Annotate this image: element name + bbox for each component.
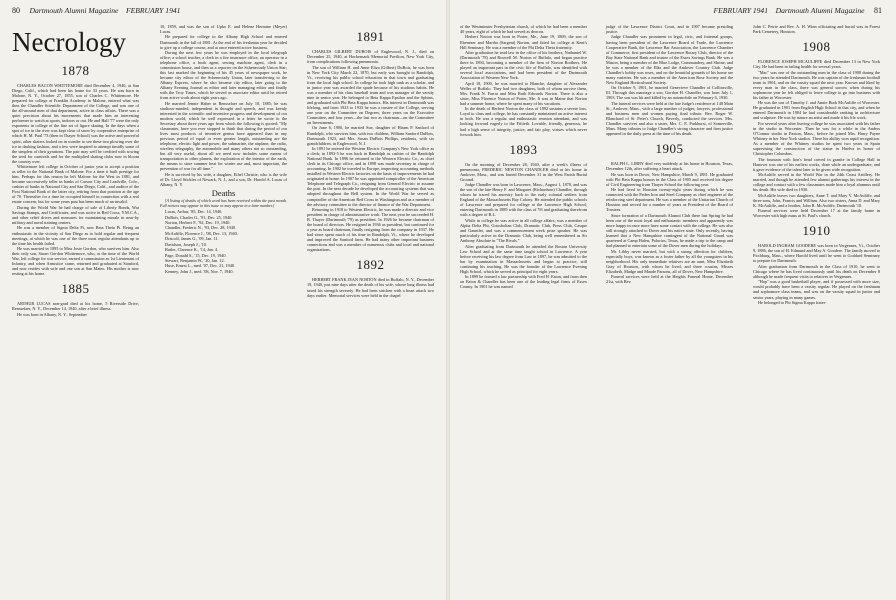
obituary-paragraph: After graduating from Dartmouth he attended the Boston University Law School and at the same time taught school in Lawrence. A year before receiving his law degree from Law in 1897, he was admitted to the bar by examination in Massachusetts and began to practice, still continuing his teaching. He was the founder of the Lawrence Evening High School, which he served as principal for eight years. [460, 243, 587, 274]
obituary-paragraph: During the World War he had charge of sale of Liberty Bonds, War Savings Stamps, and Certificates, and was active in Red Cross, Y.M.C.A., and other relief drives and measures for maintaining morale in near-by military and naval training centers. [12, 204, 139, 226]
obituary-paragraph: For several years after leaving college he was associated with his father in the studio in Worcester. Then he was for a while in the Anders O'Connor studio in Paxton, Mass., before he joined Mrs. Harry Payne Whitney in her New York studios. There his ability won rapid recognition. As a member of the Whitney studios he spent two years in Spain supervising the construction of the statue in Huelva in honor of Christopher Columbus. [753, 120, 880, 157]
death-listing-entry: Stewart, Benjamin W., '20, Jan. 12. [165, 258, 225, 264]
section-title: Necrology [12, 27, 126, 57]
class-year-heading: 1892 [356, 257, 385, 273]
class-year-heading: 1891 [356, 29, 385, 44]
right-page-number: 81 [874, 6, 882, 15]
left-header [12, 6, 180, 15]
obituary-paragraph: He was the son of Timothy J. and Annie Burk McAuliffe of Worcester. He graduated in 1901 from English High School in that city, and when he entered Dartmouth in 1904 he had considerable ranking in architecture and sculpture. He was by nature an artist and made it his life work. [753, 100, 880, 121]
obituary-paragraph: He prepared for college in the Albany High School and entered Dartmouth in the fall of 1881. At the end of his freshman year he decided to give up a college course, and at once entered active business. [160, 34, 287, 50]
death-listing-entry: Lucas, Arthur, '85, Dec. 14, 1940. [165, 209, 223, 215]
obituary-paragraph: CHARLES BACON WHITTEMORE died December 4, 1940, at San Diego, Calif., which had been his home for 33 years. He was born in Malone, N. Y., October 27, 1855, son of Charles C. Whittemore. He prepared for college at Franklin Academy in Malone, entered what was then the Chandler Scientific Department of the College, and was one of the all-around men of that department, active in class affairs. There was a quiet precision about his movements that made him an interesting performer to watch at sports, indoors or out. He and Hall '77 were the only exponents in college of the fine art of figure skating. In the days when a spot of ice in the river was kept clear of snow by cooperative enterprise of which H. M. Paul '73 (then in Thayer School) was the active and powerful spirit, other skaters looked on in wonder to see these two plowing over the ice in dashing fashion, and a few were inspired to attempt timidly some of the simplest of their gyrations. The pair may well be credited with sowing the seed for carnivals and for the multiplied skating clubs now in bloom the country over. [12, 83, 139, 164]
obituary-paragraph: HERBERT FRANK JEAN NORTON died in Buffalo, N. Y., December 19, 1940, just nine days after the death of his wife, whose long illness had taxed his strength severely. He had been stricken with a heart attack two days earlier. Memorial services were held in the chapel [307, 277, 434, 298]
right-header-date: FEBRUARY 1941 [713, 6, 769, 15]
continued-paragraph: of the Westminster Presbyterian church, of which he had been a member 40 years, eight of which he had served as deacon. [460, 24, 587, 35]
obituary-paragraph: FLORENCE JOSEPH MCAULIFFE died December 13 in New York City. He had been in failing health for several years. [753, 59, 880, 70]
death-listing-entry: Kenney, John J., med. '08, Nov. 7, 1940. [165, 268, 234, 274]
deaths-note: [A listing of deaths of which word has been received within the past month. Full notices may appear in this issue or may appear in a later number.] [160, 198, 287, 208]
death-listing-entry: McAuliffe, Florence J., '08, Dec. 13, 1940. [165, 230, 238, 236]
obituary-paragraph: Funeral services were held at the Heights Funeral Home, December 21st, with Rev. [606, 274, 733, 285]
obituary-paragraph: McAuliffe served in the World War in the 24th Coast Artillery. He married, and though he attended few alumni gatherings his interest in the college and contact with a few classmates made him a loyal alumnus until his death. His wife died in 1930. [753, 172, 880, 193]
obituary-paragraph: Returning in 1918 to Western Electric, he was made a director and vice president in charge of administrative work. The next year he succeeded H. B. Thayer (Dartmouth '79) as president. In 1926 he became chairman of the board of directors. He resigned in 1936 as president, but continued for a year as board chairman, finally resigning from the company in 1937. He had since spent much of his time in Randolph, Vt., where he developed and improved the Sanford farm. He had many other important business connections and was a member of numerous clubs and local and national organizations. [307, 207, 434, 253]
continued-paragraph: 10, 1859, and was the son of Upko E. and Helene Hermine (Meyer) Lucas. [160, 24, 287, 35]
obituary-paragraph: "Mac" was one of the outstanding men in the class of 1908 during the two years he attended Dartmouth. He was captain of the freshman football team in 1904, and on the varsity squad the next year. Known and liked by every man in the class, there was general sorrow when during his sophomore year he felt obliged to leave college to go into business with his father in Worcester. [753, 69, 880, 100]
right-page [448, 0, 896, 600]
obituary-paragraph: He is survived by his wife, a daughter, Ethel Christie, who is the wife of Dr. Lloyd Stickles of Newark, N. J., and a son, Dr. Harold A. Lucas of Albany, N. Y. [160, 171, 287, 188]
death-listing-entry: Chandler, Frederic N., '93, Dec. 28, 1940. [165, 225, 237, 231]
death-listing-entry: Huse, Ernest L., med. '07, Dec. 21, 1940. [165, 263, 236, 269]
death-listing-entry: Norton, Herbert F., '92, Dec. 19, 1940. [165, 219, 231, 225]
obituary-paragraph: ARTHUR LUCAS non-grad died at his home, 5 Riverside Drive, Rensselaer, N. Y., December 14, 1940, after a brief illness. [12, 301, 139, 312]
class-year-heading: 1893 [509, 141, 538, 157]
death-listing-entry: Driscoll, James G., '09, Jan. 11. [165, 236, 219, 242]
obituary-paragraph: Funeral services were held December 17 at the family home in Worcester with high mass at St. Paul's church. [753, 208, 880, 219]
class-year-heading: 1878 [61, 63, 90, 78]
obituary-paragraph: April 18, 1900, he was married to Blanche, daughter of Alexander Weller of Buffalo. They had two daughters, both of whom survive them, Mrs. Frank N. Farrar and Miss Ruth Edwards Norton. There is also a sister, Miss Florence Norton of Porter, Me. It was in Maine that Norton had a summer home, where he spent many of his vacations. [460, 80, 587, 106]
obituary-paragraph: After graduation he read law in the office of his brothers, Nathaniel W. (Dartmouth '78) and Roswell M. Norton of Buffalo, and began practice there in 1894, becoming a member of the firm of Norton Brothers. He played an important part in the civic life of Buffalo, was identified with several local associations, and had been president of the Dartmouth Association of Western New York. [460, 50, 587, 81]
continued-paragraph: judge of the Lawrence District Court, and in 1907 became presiding justice. [606, 24, 733, 35]
obituary-paragraph: Judge Chandler was born in Lawrence, Mass., August 1, 1870, and was the son of the late Henry F. and Margaret (Richardson) Chandler, through whom he traced his ancestry back to the early colonial settlers from England of the Massachusetts Bay Colony. He attended the public schools of Lawrence and prepared for college at the Lawrence High School, entering Dartmouth in 1889 with the class of '93 and graduating therefrom with a degree of B.L. [460, 182, 587, 218]
obituary-paragraph: McAuliffe leaves two daughters, Anne T. and Mary V. McAuliffe, and three sons, John, Francis and William. Also two sisters, Anna D. and Mary K. McAuliffe, and a brother, John B. McAuliffe, Dartmouth '18. [753, 192, 880, 208]
obituary-paragraph: RALPH L. LIBBY died very suddenly at his home in Houston, Texas, December 12th, after suffering a heart attack. [606, 161, 733, 172]
obituary-paragraph: On June 6, 1900, he married Sue, daughter of Hiram P. Sanford of Randolph, who survives him, with two children, William Sanford DuBois, Dartmouth 1923, and Mrs. Susan DuBois Phillips, residents, with six grandchildren, in Englewood, N. J. [307, 125, 434, 146]
obituary-paragraph: In the death of Herbert Norton the class of 1892 sustains a severe loss. Loyal to class and college, he has constantly maintained an active interest in both. He was a regular and enthusiastic reunion attendant, and was looking forward eagerly to the Fiftieth. Lovable, friendly, generous, he had a high sense of integrity, justice, and fair play, virtues which never forsook him. [460, 106, 587, 137]
right-header [714, 6, 882, 15]
obituary-paragraph: CHARLES GILBERT DUBOIS of Englewood, N. J., died on December 25, 1940, at Hackensack Memorial Pavilion, New York City, from complications following pneumonia. [307, 49, 434, 65]
obituary-paragraph: In 1891 he entered the Western Electric Company's New York office as a clerk; in 1893-5 he was back in Randolph as cashier of the Randolph National Bank. In 1896 he returned to the Western Electric Co., as chief clerk in its Chicago office, and in 1898 was made secretary in charge of accounting. In 1902 he traveled in Europe, inspecting accounting methods installed in Western Electric factories on the basis of improvements he had originated at home. In 1907 he was appointed comptroller of the American Telephone and Telegraph Co., resigning from General Electric to assume the post. In the next decade he developed the accounting systems that was adopted throughout the Bell system. In the World War he served as comptroller of the American Red Cross in Washington and as a member of the advisory committee to the director of finance of the War Department. [307, 146, 434, 207]
left-column-3 [307, 24, 434, 298]
class-year-heading: 1910 [802, 223, 831, 239]
death-listing-entry: Page, Donald S., '15, Dec. 19, 1940. [165, 252, 227, 258]
obituary-paragraph: On October 9, 1901, he married Genevieve Chandler of Collinsville, Ill. Through this marriage a son, Gordon H. Chandler, was born July 1, 1903. The son was hit and killed by an automobile on February 6, 1930. [606, 85, 733, 101]
obituary-paragraph: In 1899 he formed a law partnership with Fred H. Eaton, and from then on Eaton & Chandler has been one of the leading legal firms of Essex County. In 1901 he was named [460, 274, 587, 290]
right-column-3 [753, 24, 880, 305]
obituary-paragraph: Judge Chandler was prominent in legal, civic, and fraternal groups, having been president of the Lawrence Board of Trade, the Lawrence Cooperative Bank, the Lawrence Bar Association, the Lawrence Chamber of Commerce, first president of the Lawrence Rotary Club, director of the Bay State National Bank and trustee of the Essex Savings Bank. He was a Mason, being a member of the Blue Lodge, Commandery, and Shrine; and he was a member of the Elks and the Andover Country Club. Judge Chandler's hobby was roses, and on the beautiful grounds of his home are many varieties. He was a member of the American Rose Society and the New England Horticultural Society. [606, 34, 733, 85]
obituary-paragraph: Since formation of a Dartmouth Alumni Club there last Spring he had been one of the most loyal and enthusiastic members and apparently was more happy in once more have some contact with the college. He was also still strongly attached to Dover and his native state. Only recently, having learned that a New Hampshire contingent of the National Guard was quartered at Camp Hulen, Palacios, Texas, he made a trip to the camp and had planned to entertain some of the Dover men during the holidays. [606, 212, 733, 249]
obituary-paragraph: On the morning of December 28, 1940, after a week's illness of pneumonia, FREDERIC NEWTON CHANDLER died at his home in Andover, Mass., and was buried December 31 in the West Parish Burial Ground. [460, 161, 587, 182]
right-header-title: Dartmouth Alumni Magazine [775, 6, 865, 15]
obituary-paragraph: Mr. Libby never married, but with a strong affection for children, especially boys, was known as a foster father by all the youngsters in his neighborhood. His only immediate relatives are an aunt, Miss Elizabeth Gray of Houston, with whom he lived, and three cousins, Misses Elizabeth, Madge and Maude Parsons, all of Dover, New Hampshire. [606, 248, 733, 274]
obituary-paragraph: The funeral services were held at the late Judge's residence at 148 Main St., Andover, Mass., with a large number of judges, lawyers, professional and business men and women paying final tribute. Rev. Roger W. Blanchard of St. Peter's Church, Beverly, conducted the services. Mrs. Chandler survives and also a sister, Mrs. C. E. Parkhurst, of Somerville, Mass. Many tributes to Judge Chandler's strong character and firm justice appeared in the daily press at the time of his death. [606, 100, 733, 137]
death-listing-entry: Davidson, Joseph J., '10. [165, 241, 207, 247]
obituary-paragraph: Whittemore left college in October of junior year to accept a position as teller in the National Bank of Malone. For a time it built prestige for him. Perhaps for this reason he left Malone for the West in 1881, and became successively teller in banks of Carson City and Leadville, Colo., cashier of banks in National City and San Diego, Calif., and auditor of the First National Bank of the latter city, retiring from that position at the age of 70. Thereafter for a time he occupied himself in connection with a real estate concern, but for some years past has been much of an invalid. [12, 164, 139, 205]
obituary-paragraph: He was born in Dover, New Hampshire, March 9, 1881. He graduated with Phi Beta Kappa honors in the Class of 1905 and received his degree of Civil Engineering from Thayer School the following year. [606, 171, 733, 187]
obituary-paragraph: The fountain with lion's head carved in granite in College Hall in Hanover was one of his earliest works, done while an undergraduate, and it gave evidence of the talent later to be given wide recognition. [753, 156, 880, 172]
left-page-number: 80 [12, 6, 20, 15]
continued-paragraph: John C. Petrie and Rev. A. H. Winn officiating and burial was in Forest Park Cemetery, Houston. [753, 24, 880, 35]
obituary-paragraph: Herbert Norton was born in Porter, Me., June 19, 1869, the son of Ebenezer and Martha (Sargent) Norton, and fitted for college at Kent's Hill Seminary. He was a member of the Phi Delta Theta fraternity. [460, 34, 587, 50]
obituary-paragraph: He was a member of Sigma Delta Pi, now Beta Theta Pi. Being an enthusiastic in the vicinity of San Diego as to hold regular and frequent meetings, at which he was one of the three most regular attendants up to the time his health failed. [12, 225, 139, 246]
obituary-paragraph: He had lived in Houston twenty-eight years during which he was connected with the Peden Iron and Steel Company as chief engineer of the reinforcing steel department. He was a member of the Unitarian Church of Houston and served for a number of years as President of the Board of Trustees. [606, 187, 733, 213]
obituary-paragraph: He was married in 1895 to Miss Josie Gordon, who survives him. Also their only son, Stuart Gordon Whittemore, who, at the time of the World War, left college for war service, earned a commission as 1st Lieutenant of Infantry, and when Armistice came, returned and graduated at Stanford, and now resides with wife and one son at San Mateo. His mother is now resting at his home. [12, 246, 139, 277]
right-column-2 [606, 24, 733, 285]
obituary-paragraph: "Hap" was a good basketball player, and if possessed with more size, would probably have been a varsity regular. He played on the freshman and sophomore class teams, and was on the varsity squad in junior and senior years, playing in many games. [753, 279, 880, 300]
obituary-paragraph: He belonged to Phi Sigma Kappa frater- [758, 299, 827, 305]
obituary-paragraph: After graduation from Dartmouth in the Class of 1910, he went to Chicago where he has lived continuously until his death on December 8 although he made frequent visits to relatives in Vergennes. [753, 263, 880, 279]
obituary-paragraph: The son of William H. and Anne Eliza (Gilbert) DuBois, he was born in New York City March 22, 1870, but early was brought to Randolph, Vt., receiving his public school education in that town and graduating from the local high school. In college he took high rank as a scholar, and in junior year was awarded the spade because of his studious habits. He was a member of his class baseball team and was manager of the varsity nine in senior year. He belonged to Beta Kappa Epsilon and the Sphinx, and graduated with Phi Beta Kappa honors. His interest in Dartmouth was lifelong, and from 1923 to 1933 he was a trustee of the College, serving one year on the Committee on Degrees, three years on the Executive Committee, and four years—the last two as chairman—on the Committee on Investments. [307, 64, 434, 126]
obituary-paragraph: He married Jennie Haber in Rensselaer on July 10, 1885; he was studious-minded, independent in thought and speech, and was keenly interested in the scientific and inventive progress and development of our modern world, which he well expressed in a letter he wrote to the Secretary about three years ago from which the following is quoted: "My classmates, have you ever stopped to think that during the period of our lives most products of inventive genius have appeared than in any previous period of equal or even greater length, outstanding are the telephone, electric light and power, the submarine, the airplane, the radio, wireless telegraphy, the automobile and many others not so outstanding, but all very useful, about all we need now includes some means of transportation to other planets, the exploration of the interior of the earth, the means to store summer heat for winter use and, most important, the prevention of war for all time." [160, 100, 287, 172]
class-year-heading: 1908 [802, 39, 831, 55]
obituary-paragraph: He was born in Albany, N. Y., September [17, 311, 87, 317]
obituary-paragraph: While in college he was active in all college affairs; was a member of Alpha Delta Phi, Griosbolian Club, Dramatic Club, Press Club, Casque and Gauntlet, and was a commencement week prize speaker. He was particularly active in the Dramatic Club, being well remembered as Sir Anthony Absolute in "The Rivals." [460, 217, 587, 244]
right-column-1 [460, 24, 587, 290]
left-column-1 [12, 24, 139, 317]
left-column-2 [160, 24, 287, 274]
obituary-paragraph: During the next few years he was employed in the local telegraph office; a school teacher, a clerk in a fire insurance office, an operator in a telephone office, a book agent, sewing machine agent, clerk in a commission house, and then as a reporter on the Schenectady Union Star; this last marked the beginning of his 45 years of newspaper work, he became city editor of the Schenectady Union, later transferring to the Albany Express, where he also became city editor, later going to the Albany Evening Journal as editor and later managing editor and finally with the Troy Times, which he served as associate editor until he retired from active work about eight years ago. [160, 50, 287, 101]
death-listing-entry: DuBois, Charles G., '91, Dec. 25, 1940. [165, 214, 233, 220]
left-header-title: Dartmouth Alumni Magazine [29, 6, 119, 15]
death-listing-entry: Butler, Clarence K., '14, Jan. 4. [165, 247, 219, 253]
class-year-heading: 1885 [61, 281, 90, 297]
class-year-heading: 1905 [655, 141, 684, 157]
obituary-paragraph: HAROLD INGHAM GOODERE was born in Vergennes, Vt., October 9, 1886, the son of H. Edmund and May A. Goodere. The family moved to Fitchburg, Mass., where Harold lived until he went to Goddard Seminary to prepare for Dartmouth. [753, 243, 880, 264]
left-header-date: FEBRUARY 1941 [125, 6, 181, 15]
deaths-heading: Deaths [211, 188, 236, 199]
